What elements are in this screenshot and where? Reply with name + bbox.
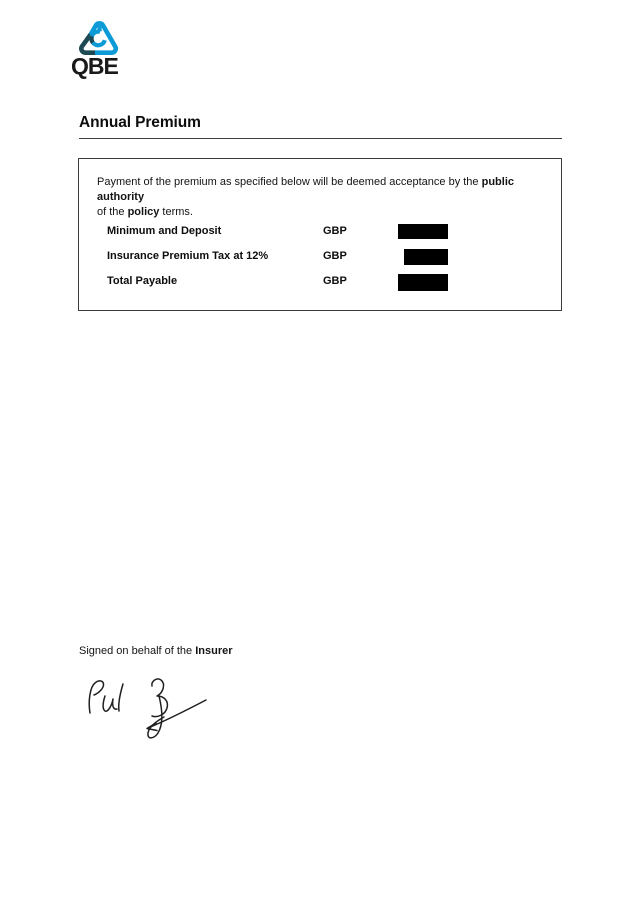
qbe-logo [71,17,138,79]
page-title: Annual Premium [79,114,201,131]
signed-line [79,645,233,657]
intro-line1-text: Payment of the premium as specified below will be deemed acceptance by the [97,176,482,188]
heading-rule [79,138,562,139]
premium-intro [97,175,563,220]
premium-row-insurance-tax [0,249,636,267]
signature-image [80,673,215,745]
qbe-knot-icon [78,17,119,57]
premium-row-total-payable [0,274,636,292]
brand-wordmark: QBE [71,53,118,79]
premium-row-label: Insurance Premium Tax at 12% [107,250,269,262]
intro-line2-text: of the [97,206,128,218]
redacted-amount [398,224,448,239]
premium-row-label: Minimum and Deposit [107,225,222,237]
premium-row-minimum-deposit [0,224,636,242]
currency-code: GBP [323,275,347,287]
currency-code: GBP [323,250,347,262]
intro-line1-bold: public authority [97,176,514,203]
premium-row-label: Total Payable [107,275,178,287]
intro-line2-bold: policy [127,206,160,218]
currency-code: GBP [323,225,347,237]
signed-text: Signed on behalf of the [79,645,196,657]
redacted-amount [398,274,448,291]
signed-bold: Insurer [195,645,233,657]
redacted-amount [404,249,448,265]
intro-line2-tail: terms. [159,206,193,218]
